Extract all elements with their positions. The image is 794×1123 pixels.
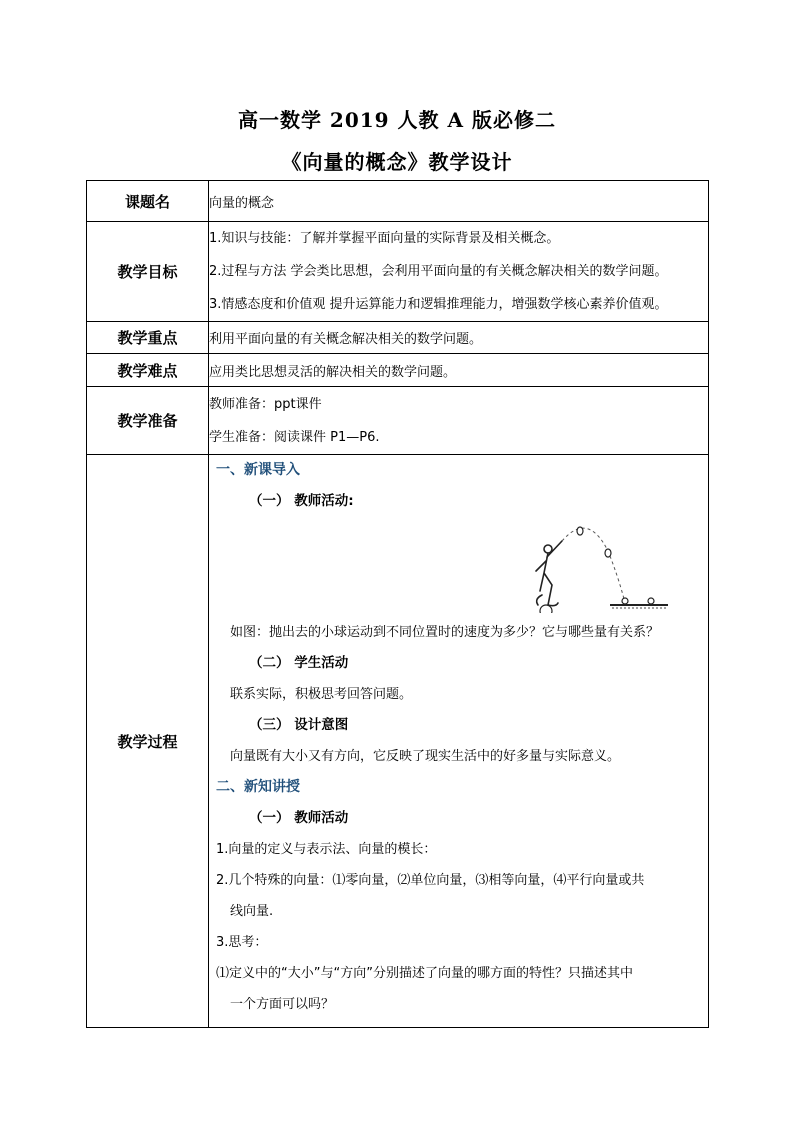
process-cell: [209, 455, 709, 1028]
label-goals: 教学目标: [87, 222, 209, 322]
row-goals: [87, 222, 709, 322]
row-process: [87, 455, 709, 1028]
ball-thrown-illustration: [518, 521, 668, 613]
knowledge-item-2: 2.几个特殊的向量：⑴零向量，⑵单位向量，⑶相等向量，⑷平行向量或共: [216, 873, 645, 888]
key-points-value: 利用平面向量的有关概念解决相关的数学问题。: [209, 322, 709, 354]
ball-rolling: [648, 598, 654, 604]
label-difficulties: 教学难点: [87, 354, 209, 387]
row-topic: [87, 181, 709, 222]
topic-value: 向量的概念: [209, 181, 709, 222]
section-heading-intro: 一、新课导入: [216, 462, 300, 478]
teacher-activity-heading-2: （一） 教师活动: [249, 810, 349, 826]
knowledge-item-2-cont: 线向量.: [230, 904, 274, 919]
design-intent-text: 向量既有大小又有方向，它反映了现实生活中的好多量与实际意义。: [230, 749, 621, 764]
think-question-1: ⑴定义中的“大小”与“方向”分别描述了向量的哪方面的特性？只描述其中: [216, 966, 633, 981]
row-difficulties: [87, 354, 709, 387]
design-intent-heading: （三） 设计意图: [249, 717, 349, 733]
difficulties-value: 应用类比思想灵活的解决相关的数学问题。: [209, 354, 709, 387]
row-key-points: [87, 322, 709, 354]
think-question-1-cont: 一个方面可以吗？: [230, 997, 335, 1012]
ball-thrown-figure: [216, 517, 702, 617]
label-key-points: 教学重点: [87, 322, 209, 354]
label-preparation: 教学准备: [87, 387, 209, 455]
teacher-activity-heading: （一） 教师活动:: [249, 493, 354, 509]
ball-middle: [605, 549, 611, 557]
label-topic: 课题名: [87, 181, 209, 222]
document-subtitle: 《向量的概念》教学设计: [281, 150, 513, 174]
goal-item: 3.情感态度和价值观 提升运算能力和逻辑推理能力，增强数学核心素养价值观。: [209, 297, 668, 312]
lesson-plan-table: [86, 180, 709, 1028]
row-preparation: [87, 387, 709, 455]
knowledge-item-3: 3.思考：: [216, 935, 268, 950]
section-heading-new-knowledge: 二、新知讲授: [216, 779, 300, 795]
teacher-preparation: 教师准备：ppt课件: [209, 396, 322, 412]
goals-cell: [209, 222, 709, 322]
student-preparation: 学生准备：阅读课件 P1—P6.: [209, 429, 380, 445]
knowledge-item-1: 1.向量的定义与表示法、向量的模长：: [216, 842, 437, 857]
goal-item: 1.知识与技能：了解并掌握平面向量的实际背景及相关概念。: [209, 231, 560, 246]
ball-landing: [622, 598, 628, 604]
ball-top: [577, 527, 583, 535]
student-activity-heading: （二） 学生活动: [249, 655, 349, 671]
preparation-cell: [209, 387, 709, 455]
label-process: 教学过程: [87, 455, 209, 1028]
intro-question: 如图：抛出去的小球运动到不同位置时的速度为多少？它与哪些量有关系？: [230, 625, 660, 640]
person-arm: [547, 541, 562, 557]
trajectory-path: [562, 528, 624, 599]
goal-item: 2.过程与方法 学会类比思想，会利用平面向量的有关概念解决相关的数学问题。: [209, 264, 668, 279]
student-activity-text: 联系实际，积极思考回答问题。: [230, 687, 413, 702]
document-title: 高一数学 2019 人教 A 版必修二: [237, 108, 557, 132]
